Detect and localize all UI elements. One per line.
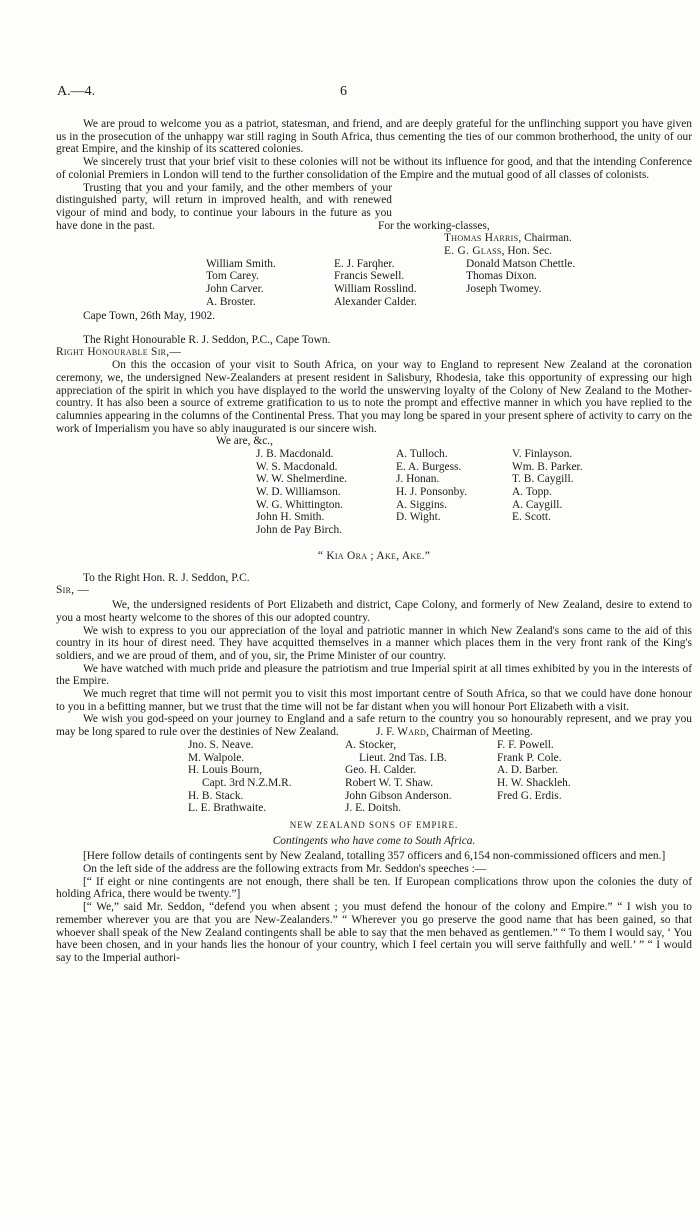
signatory: A. Caygill. xyxy=(512,498,563,511)
signatory: A. Tulloch. xyxy=(396,448,448,461)
section-caption: NEW ZEALAND SONS OF EMPIRE. xyxy=(289,819,459,830)
section-paragraph: On the left side of the address are the following extracts from Mr. Seddon's speeches :— xyxy=(83,863,487,875)
signatory: V. Finlayson. xyxy=(512,448,573,461)
signatory: M. Walpole. xyxy=(188,751,245,764)
signatory: D. Wight. xyxy=(396,511,441,524)
letter3-chairman-line xyxy=(56,726,692,739)
letter3-signatories xyxy=(56,739,692,816)
signatory: Alexander Calder. xyxy=(334,295,417,308)
signatory: L. E. Brathwaite. xyxy=(188,802,267,815)
letter2-signatories xyxy=(56,448,692,537)
signatory: A. Stocker, xyxy=(345,738,397,751)
signatory: John Carver. xyxy=(206,283,264,296)
letter3-paragraph: We wish you god-speed on your journey to England and a safe return to the country you so honourably represent, and we pray you may be long spared to rule over the destinies of New Zealand. xyxy=(56,713,692,739)
letter3-paragraph: We wish to express to you our appreciation of the loyal and patriotic manner in which New Zealand's sons came to the aid of this country in its hour of direst need. They have acquitted themselves in a manner which places them in the very front rank of the King's soldiers, and we are proud of them, and of you, sir, the Prime Minister of our country. xyxy=(56,624,692,662)
chairman-name: Ward xyxy=(397,726,427,739)
letter1-chairman-line xyxy=(56,232,692,245)
signatory: A. Broster. xyxy=(206,295,256,308)
signatory: Joseph Twomey. xyxy=(466,283,542,296)
page-content xyxy=(56,118,692,965)
letter3-salutation xyxy=(56,584,692,597)
letter3-paragraph: We, the undersigned residents of Port Elizabeth and district, Cape Colony, and formerly of New Zealand, desire to extend to you a most hearty welcome to the shores of this our adopted country. xyxy=(56,599,692,624)
signatory: John de Pay Birch. xyxy=(256,524,343,537)
letter1-paragraph: Trusting that you and your family, and the other members of your distinguished party, will return in improved health, and with renewed vigour of mind and body, to continue your labours in the future as you have done in the past. xyxy=(56,181,392,232)
signatory: E. A. Burgess. xyxy=(396,460,462,473)
section-quote: [“ If eight or nine contingents are not enough, there shall be ten. If European complications throw upon the colonies the duty of holding Africa, there would be twenty.”] xyxy=(56,875,692,901)
letter1-paragraph: We sincerely trust that your brief visit to these colonies will not be without its influence for good, and that the intending Conference of colonial Premiers in London will tend to the further consolidation of the Empire and the mutual good of all classes of colonists. xyxy=(56,156,692,181)
signatory: Wm. B. Parker. xyxy=(512,460,583,473)
section-subtitle: Contingents who have come to South Africa. xyxy=(272,834,476,847)
kia-ora-heading: “ Kia Ora ; Ake, Ake.” xyxy=(317,550,431,563)
section-paragraph: [Here follow details of contingents sent by New Zealand, totalling 357 officers and 6,154 non-commissioned officers and men.] xyxy=(83,850,666,863)
signatory: Lieut. 2nd Tas. I.B. xyxy=(359,751,447,764)
signatory: J. Honan. xyxy=(396,473,440,486)
letter1-signatories xyxy=(56,245,692,308)
chairman-name: Thomas Harris xyxy=(444,232,519,245)
signatory: A. Siggins. xyxy=(396,498,447,511)
signatory: W. G. Whittington. xyxy=(256,498,344,511)
signatory: Jno. S. Neave. xyxy=(188,738,254,751)
page-number: 6 xyxy=(340,84,347,99)
signatory: F. F. Powell. xyxy=(497,738,554,751)
letter1-paragraph: We are proud to welcome you as a patriot, statesman, and friend, and are deeply grateful for the unflinching support you have given us in the prosecution of the unhappy war still raging in South Africa, thus cementing the ties of our common brotherhood, the unity of our great Empire, and the kinship of its scattered colonies. xyxy=(56,118,692,156)
signatory: Thomas Dixon. xyxy=(466,270,537,283)
signatory: William Rosslind. xyxy=(334,283,417,296)
letter2-addressee: The Right Honourable R. J. Seddon, P.C., Cape Town. xyxy=(83,333,331,346)
signatory: W. W. Shelmerdine. xyxy=(256,473,348,486)
signatory: J. B. Macdonald. xyxy=(256,448,334,461)
signatory: H. J. Ponsonby. xyxy=(396,486,468,499)
signatory: Geo. H. Calder. xyxy=(345,764,417,777)
secretary-role: , Hon. Sec. xyxy=(501,245,552,258)
chairman-role: , Chairman. xyxy=(518,232,572,245)
signatory: E. Scott. xyxy=(512,511,551,524)
section-quote: [“ We,” said Mr. Seddon, “defend you when absent ; you must defend the honour of the colony and Empire.” “ I wish you to remember wherever you are that you are New-Zealanders.” “ Wherever you go preserve the good name that has been gained, so that whoever shall speak of the New Zealand contingents shall be able to say that the men behaved as gentlemen.” “ To them I would say, ‘ You have been chosen, and in your hands lies the honour of your country, which I feel certain you will serve faithfully and well.’ ” “ I would say to the Imperial authori- xyxy=(56,901,692,964)
signatory: J. E. Doitsh. xyxy=(345,802,402,815)
letter2-salutation xyxy=(56,346,692,359)
signatory: William Smith. xyxy=(206,257,276,270)
letter3-addressee: To the Right Hon. R. J. Seddon, P.C. xyxy=(83,571,250,584)
letter1-for-line xyxy=(56,220,692,233)
salutation-text: Sir, — xyxy=(56,584,90,597)
letter3-paragraph: We much regret that time will not permit you to visit this most important centre of South Africa, so that we could have done honour to you in a befitting manner, but we trust that the time will not be far distant when you will honour Port Elizabeth with a visit. xyxy=(56,688,692,713)
signatory: H. B. Stack. xyxy=(188,789,244,802)
salutation-text: Right Honourable Sir,— xyxy=(56,346,182,359)
signatory: Capt. 3rd N.Z.M.R. xyxy=(202,776,292,789)
letter2-body: On this the occasion of your visit to South Africa, on your way to England to represent New Zealand at the coronation ceremony, we, the undersigned New-Zealanders at present resident in Salisbury, Rhodesia, take this opportunity of expressing our high appreciation of the spirit in which you have displayed to the world the unswerving loyalty of the Colony of New Zealand to the Mother-country. It has also been a source of extreme gratification to us to note the prompt and effective manner in which you have replied to the calumnies appearing in the columns of the Continental Press. That you may long be spared in your present sphere of activity to carry on the work of Imperialism you have so ably inaugurated is our sincere wish. xyxy=(56,359,692,435)
for-working-classes: For the working-classes, xyxy=(378,219,490,232)
signatory: Frank P. Cole. xyxy=(497,751,562,764)
signatory: Francis Sewell. xyxy=(334,270,405,283)
signatory: Fred G. Erdis. xyxy=(497,789,562,802)
signatory: John H. Smith. xyxy=(256,511,325,524)
signatory: W. D. Williamson. xyxy=(256,486,341,499)
signatory: H. Louis Bourn, xyxy=(188,764,263,777)
signatory: John Gibson Anderson. xyxy=(345,789,452,802)
letter2-closing: We are, &c., xyxy=(216,435,273,448)
letter3-heading xyxy=(56,550,692,563)
signatory: A. D. Barber. xyxy=(497,764,559,777)
signatory: Donald Matson Chettle. xyxy=(466,257,576,270)
signatory: H. W. Shackleh. xyxy=(497,776,571,789)
signatory: Tom Carey. xyxy=(206,270,259,283)
signatory: W. S. Macdonald. xyxy=(256,460,338,473)
signatory: E. J. Farqher. xyxy=(334,257,395,270)
document-reference: A.—4. xyxy=(57,84,96,99)
signatory: T. B. Caygill. xyxy=(512,473,574,486)
signatory: A. Topp. xyxy=(512,486,552,499)
letter3-paragraph: We have watched with much pride and pleasure the patriotism and true Imperial spirit at all times exhibited by you in the interests of the Empire. xyxy=(56,662,692,688)
chairman-role: , Chairman of Meeting. xyxy=(426,726,533,739)
chairman-initials: J. F. xyxy=(376,726,398,739)
signatory: Robert W. T. Shaw. xyxy=(345,776,434,789)
letter1-place-date: Cape Town, 26th May, 1902. xyxy=(83,310,216,323)
secretary-name: E. G. Glass xyxy=(444,245,502,258)
